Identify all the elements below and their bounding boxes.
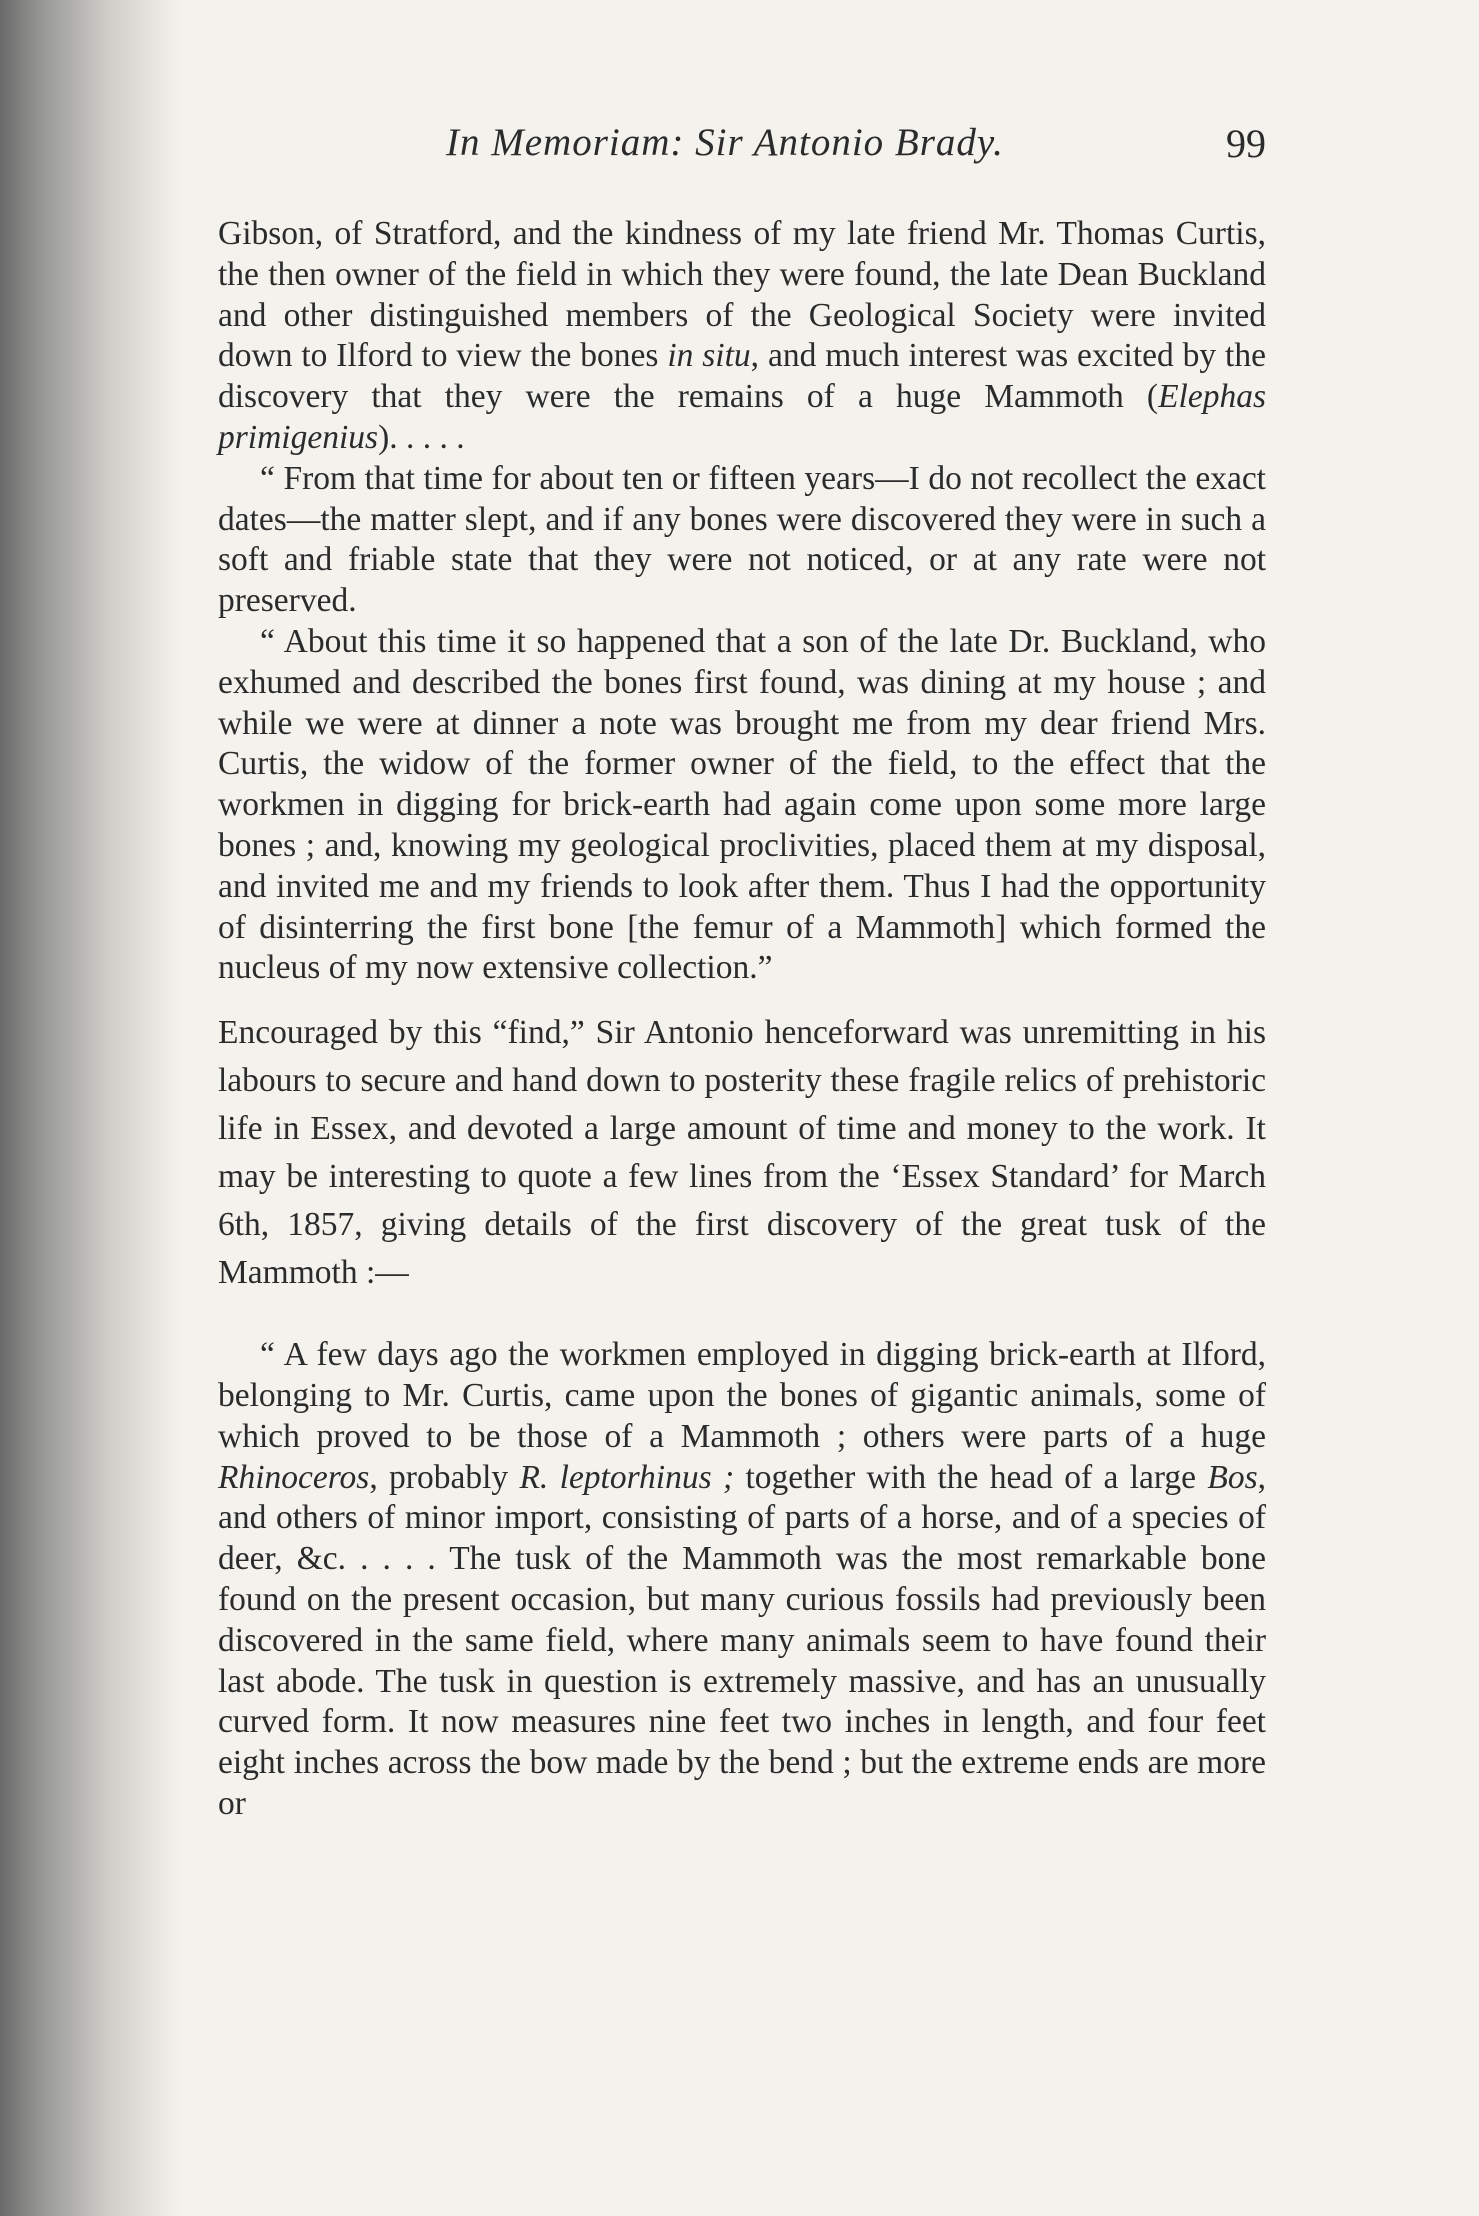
first-quotation (218, 214, 1266, 989)
paragraph-3: “ About this time it so happened that a son of the late Dr. Buckland, who exhumed and described the bones first found, was dining at my house ; and while we were at dinner a note was brought me from my dear friend Mrs. Curtis, the widow of the former owner of the field, to the effect that the workmen in digging for brick-earth had again come upon some more large bones ; and, knowing my geological proclivities, placed them at my disposal, and invited me and my friends to look after them. Thus I had the opportunity of disinterring the first bone [the femur of a Mammoth] which formed the nucleus of my now extensive collection.” (218, 622, 1266, 987)
running-head: In Memoriam: Sir Antonio Brady. (446, 121, 1004, 164)
paragraph-5: “ A few days ago the workmen employed in digging brick-earth at Ilford, belonging to Mr. Curtis, came upon the bones of gigantic animals, some of which proved to be those of a Mammoth ; others were parts of a huge Rhinoceros, probably R. leptorhinus ; together with the head of a large Bos, and others of minor import, consisting of parts of a horse, and of a species of deer, &c. . . . . The tusk of the Mammoth was the most remarkable bone found on the present occasion, but many curious fossils had previously been discovered in the same field, where many animals seem to have found their last abode. The tusk in question is extremely massive, and has an unusually curved form. It now measures nine feet two inches in length, and four feet eight inches across the bow made by the bend ; but the extreme ends are more or (218, 1336, 1266, 1822)
second-quotation (218, 1335, 1266, 1825)
page-header (218, 120, 1266, 184)
book-page (218, 120, 1266, 1825)
paragraph-2: “ From that time for about ten or fifteen years—I do not recollect the exact dates—the matter slept, and if any bones were discovered they were in such a soft and friable state that they were not noticed, or at any rate were not preserved. (218, 459, 1266, 620)
page-gutter-shadow (0, 0, 180, 2216)
paragraph-1: Gibson, of Stratford, and the kindness of my late friend Mr. Thomas Curtis, the then owner of the field in which they were found, the late Dean Buckland and other distinguished members of the Geological Society were invited down to Ilford to view the bones in situ, and much interest was excited by the discovery that they were the remains of a huge Mammoth (Elephas primigenius). . . . . (218, 215, 1266, 456)
paragraph-4: Encouraged by this “find,” Sir Antonio henceforward was unremitting in his labours to secure and hand down to posterity these fragile relics of prehistoric life in Essex, and devoted a large amount of time and money to the work. It may be interesting to quote a few lines from the ‘Essex Standard’ for March 6th, 1857, giving details of the first discovery of the great tusk of the Mammoth :— (218, 1014, 1266, 1292)
page-number: 99 (1226, 121, 1266, 166)
